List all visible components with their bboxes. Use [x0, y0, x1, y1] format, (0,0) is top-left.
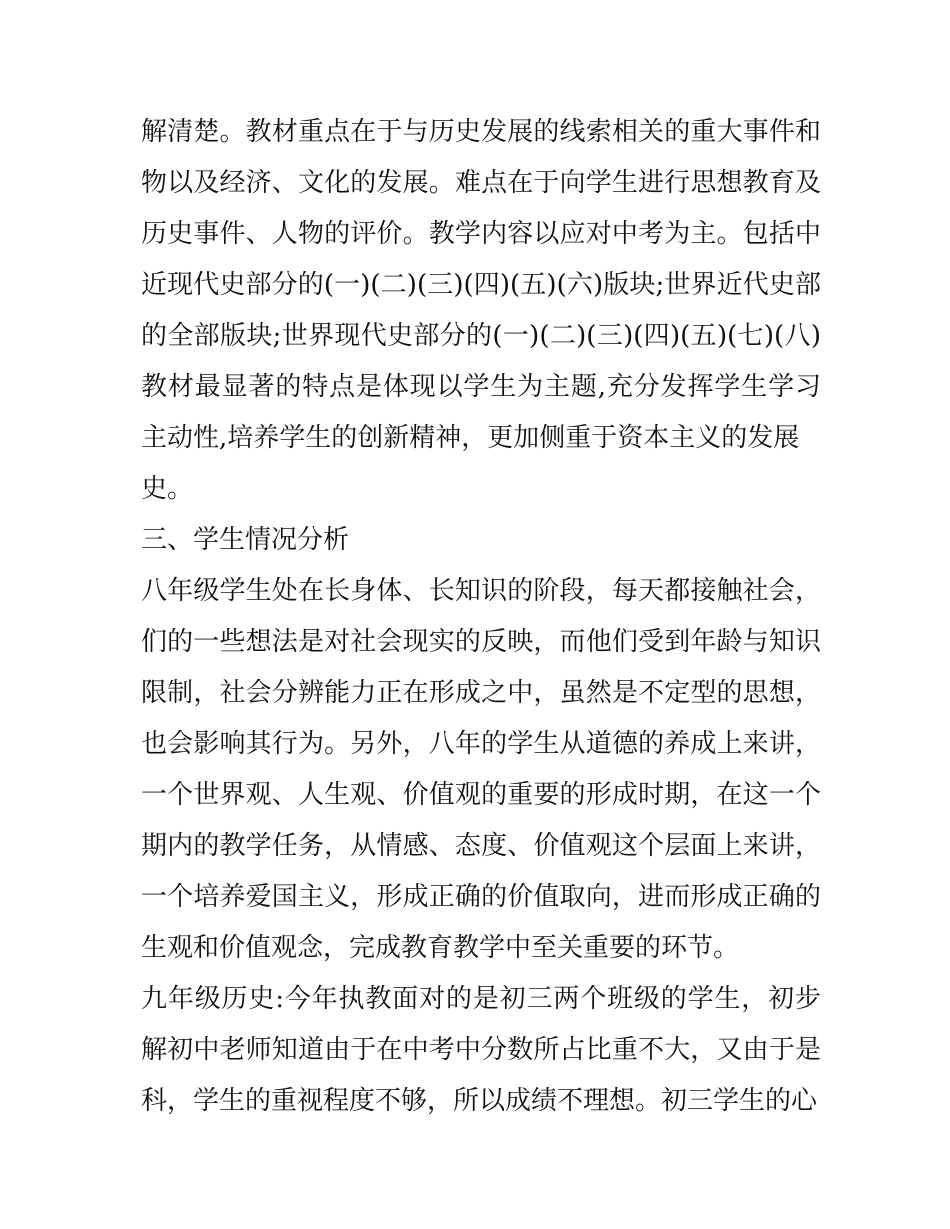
- text-line: 科，学生的重视程度不够，所以成绩不理想。初三学生的心: [141, 1086, 818, 1116]
- document-body: [141, 107, 821, 1127]
- text-line: 教材最显著的特点是体现以学生为主题,充分发挥学生学习: [141, 372, 821, 402]
- text-line: 近现代史部分的(一)(二)(三)(四)(五)(六)版块;世界近代史部: [141, 270, 821, 300]
- text-line: 一个培养爱国主义，形成正确的价值取向，进而形成正确的: [141, 882, 821, 912]
- text-line: 的全部版块;世界现代史部分的(一)(二)(三)(四)(五)(七)(八): [141, 321, 821, 351]
- text-line: 解清楚。教材重点在于与历史发展的线索相关的重大事件和: [141, 117, 821, 147]
- text-line: 限制，社会分辨能力正在形成之中，虽然是不定型的思想，: [141, 678, 821, 708]
- text-line: 们的一些想法是对社会现实的反映，而他们受到年龄与知识: [141, 627, 821, 657]
- text-line: 九年级历史:今年执教面对的是初三两个班级的学生，初步: [141, 984, 821, 1014]
- text-line: 期内的教学任务，从情感、态度、价值观这个层面上来讲，: [141, 831, 821, 861]
- section-heading: 三、学生情况分析: [141, 525, 350, 555]
- text-line: 物以及经济、文化的发展。难点在于向学生进行思想教育及: [141, 168, 821, 198]
- text-line: 生观和价值观念，完成教育教学中至关重要的环节。: [141, 933, 740, 963]
- text-line: 史。: [141, 474, 194, 504]
- text-line: 八年级学生处在长身体、长知识的阶段，每天都接触社会，: [141, 576, 821, 606]
- text-line: 一个世界观、人生观、价值观的重要的形成时期，在这一个: [141, 780, 821, 810]
- text-line: 历史事件、人物的评价。教学内容以应对中考为主。包括中: [141, 219, 821, 249]
- text-line: 主动性,培养学生的创新精神，更加侧重于资本主义的发展: [141, 423, 800, 453]
- text-line: 也会影响其行为。另外，八年的学生从道德的养成上来讲，: [141, 729, 821, 759]
- text-line: 解初中老师知道由于在中考中分数所占比重不大，又由于是: [141, 1035, 821, 1065]
